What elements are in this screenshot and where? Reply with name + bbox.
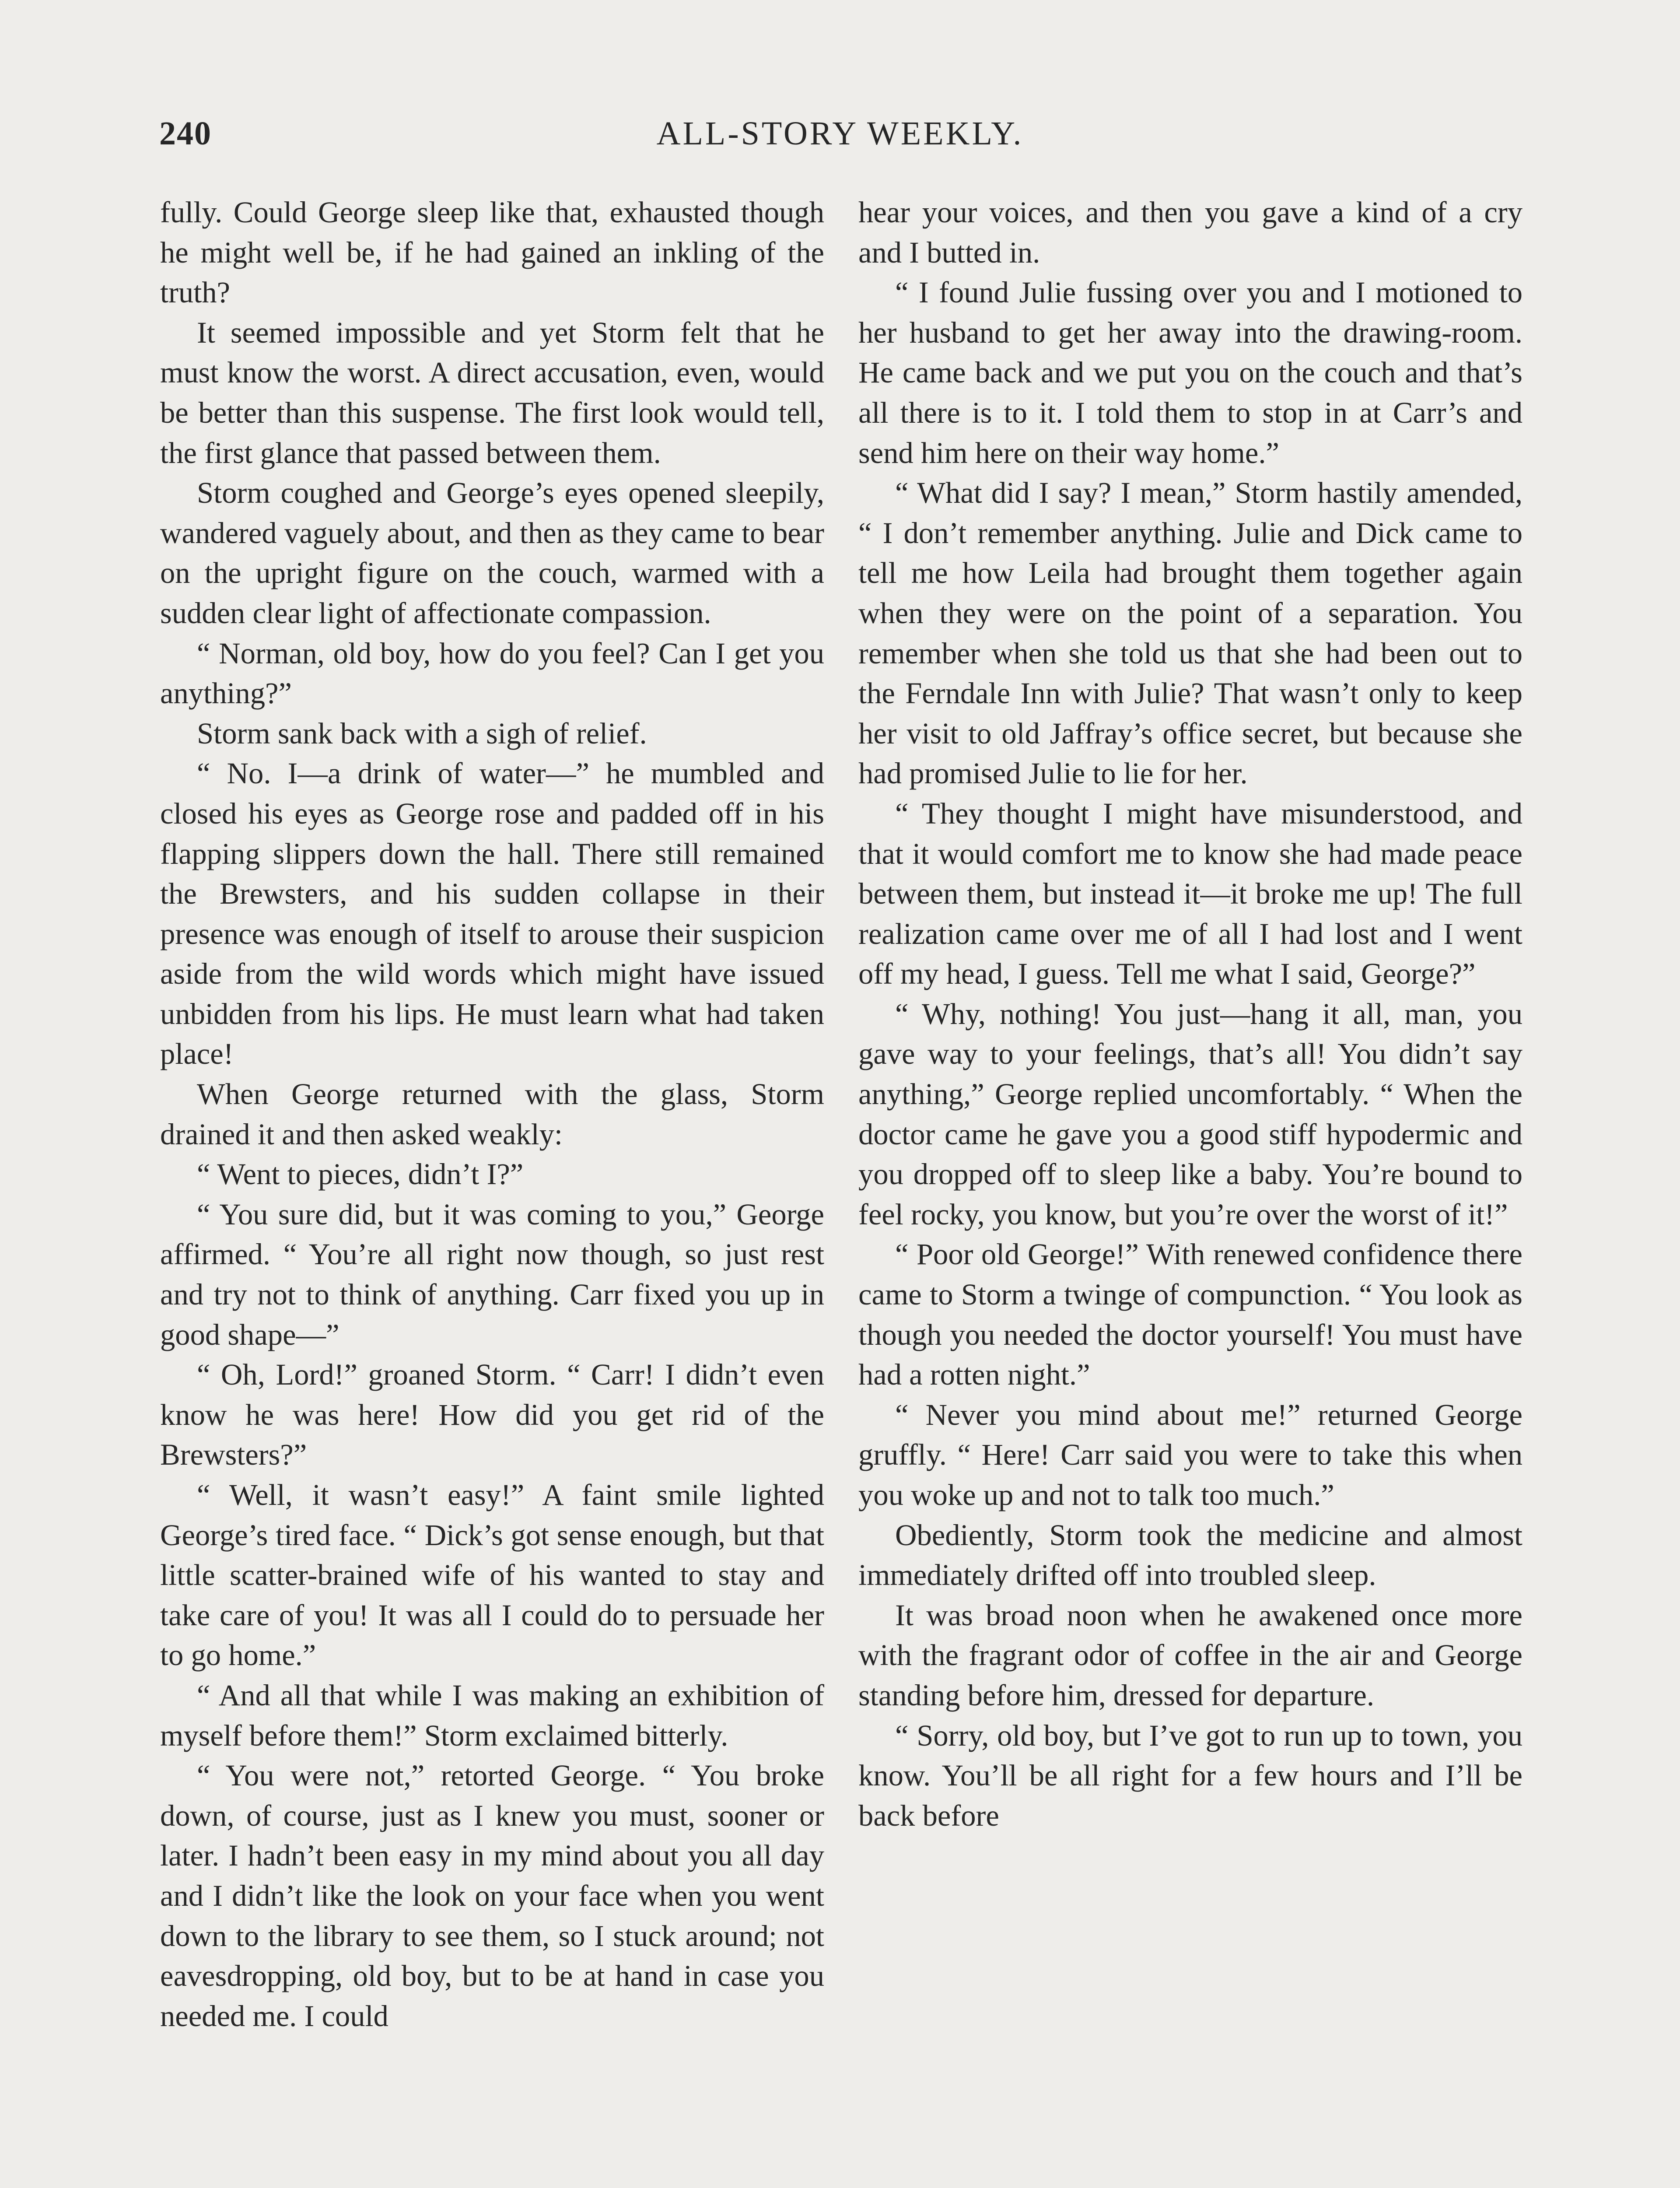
paragraph: “ And all that while I was making an exhibition of myself before them!” Storm exclaimed bitterly. <box>160 1678 824 1752</box>
paragraph: “ Well, it wasn’t easy!” A faint smile lighted George’s tired face. “ Dick’s got sense enough, but that little scatter-brained wife of his wanted to stay and take care of you! It was all I could do to persuade her to go home.” <box>160 1478 824 1672</box>
paragraph: “ Norman, old boy, how do you feel? Can I get you anything?” <box>160 636 824 710</box>
page-header <box>158 115 1522 163</box>
paragraph: Storm sank back with a sigh of relief. <box>197 716 647 750</box>
paragraph: “ Sorry, old boy, but I’ve got to run up to town, you know. You’ll be all right for a few hours and I’ll be back before <box>858 1718 1522 1832</box>
paragraph: “ You were not,” retorted George. “ You broke down, of course, just as I knew you must, sooner or later. I hadn’t been easy in my mind about you all day and I didn’t like the look on your face when you went down to the library to see them, so I stuck around; not eavesdropping, old boy, but to be at hand in case you needed me. I could <box>160 1759 824 2033</box>
paragraph: “ You sure did, but it was coming to you,” George affirmed. “ You’re all right now though, so just rest and try not to think of anything. Carr fixed you up in good shape—” <box>160 1197 824 1351</box>
right-column <box>858 193 1522 1836</box>
paragraph: Obediently, Storm took the medicine and almost immediately drifted off into troubled sleep. <box>858 1518 1522 1592</box>
paragraph: “ Never you mind about me!” returned George gruffly. “ Here! Carr said you were to take this when you woke up and not to talk too much.” <box>858 1398 1522 1511</box>
paragraph: It seemed impossible and yet Storm felt that he must know the worst. A direct accusation, even, would be better than this suspense. The first look would tell, the first glance that passed between them. <box>160 316 824 470</box>
paragraph: fully. Could George sleep like that, exhausted though he might well be, if he had gained an inkling of the truth? <box>160 196 824 309</box>
paragraph: “ Oh, Lord!” groaned Storm. “ Carr! I didn’t even know he was here! How did you get rid of the Brewsters?” <box>160 1358 824 1472</box>
paragraph: “ No. I—a drink of water—” he mumbled and closed his eyes as George rose and padded off in his flapping slippers down the hall. There still remained the Brewsters, and his sudden collapse in their presence was enough of itself to arouse their suspicion aside from the wild words which might have issued unbidden from his lips. He must learn what had taken place! <box>160 757 824 1071</box>
paragraph: When George returned with the glass, Storm drained it and then asked weakly: <box>160 1077 824 1151</box>
paragraph: “ Why, nothing! You just—hang it all, man, you gave way to your feelings, that’s all! You didn’t say anything,” George replied uncomfortably. “ When the doctor came he gave you a good stiff hypodermic and you dropped off to sleep like a baby. You’re bound to feel rocky, you know, but you’re over the worst of it!” <box>858 997 1522 1231</box>
page-number: 240 <box>159 115 212 152</box>
paragraph: hear your voices, and then you gave a kind of a cry and I butted in. <box>858 196 1522 269</box>
paragraph: “ Poor old George!” With renewed confidence there came to Storm a twinge of compunction. “ You look as though you needed the doctor yourself! You must have had a rotten night.” <box>858 1238 1522 1392</box>
paragraph: “ I found Julie fussing over you and I motioned to her husband to get her away into the drawing-room. He came back and we put you on the couch and that’s all there is to it. I told them to stop in at Carr’s and send him here on their way home.” <box>858 276 1522 470</box>
paragraph: It was broad noon when he awakened once more with the fragrant odor of coffee in the air and George standing before him, dressed for departure. <box>858 1598 1522 1712</box>
paragraph: “ What did I say? I mean,” Storm hastily amended, “ I don’t remember anything. Julie and Dick came to tell me how Leila had brought them together again when they were on the point of a separation. You remember when she told us that she had been out to the Ferndale Inn with Julie? That wasn’t only to keep her visit to old Jaffray’s office secret, but because she had promised Julie to lie for her. <box>858 476 1522 790</box>
paragraph: “ Went to pieces, didn’t I?” <box>197 1157 524 1191</box>
paragraph: “ They thought I might have misunderstood, and that it would comfort me to know she had made peace between them, but instead it—it broke me up! The full realization came over me of all I had lost and I went off my head, I guess. Tell me what I said, George?” <box>858 796 1522 991</box>
running-title: ALL-STORY WEEKLY. <box>656 115 1024 152</box>
left-column <box>160 193 824 2036</box>
paragraph: Storm coughed and George’s eyes opened sleepily, wandered vaguely about, and then as they came to bear on the upright figure on the couch, warmed with a sudden clear light of affectionate compassion. <box>160 476 824 630</box>
